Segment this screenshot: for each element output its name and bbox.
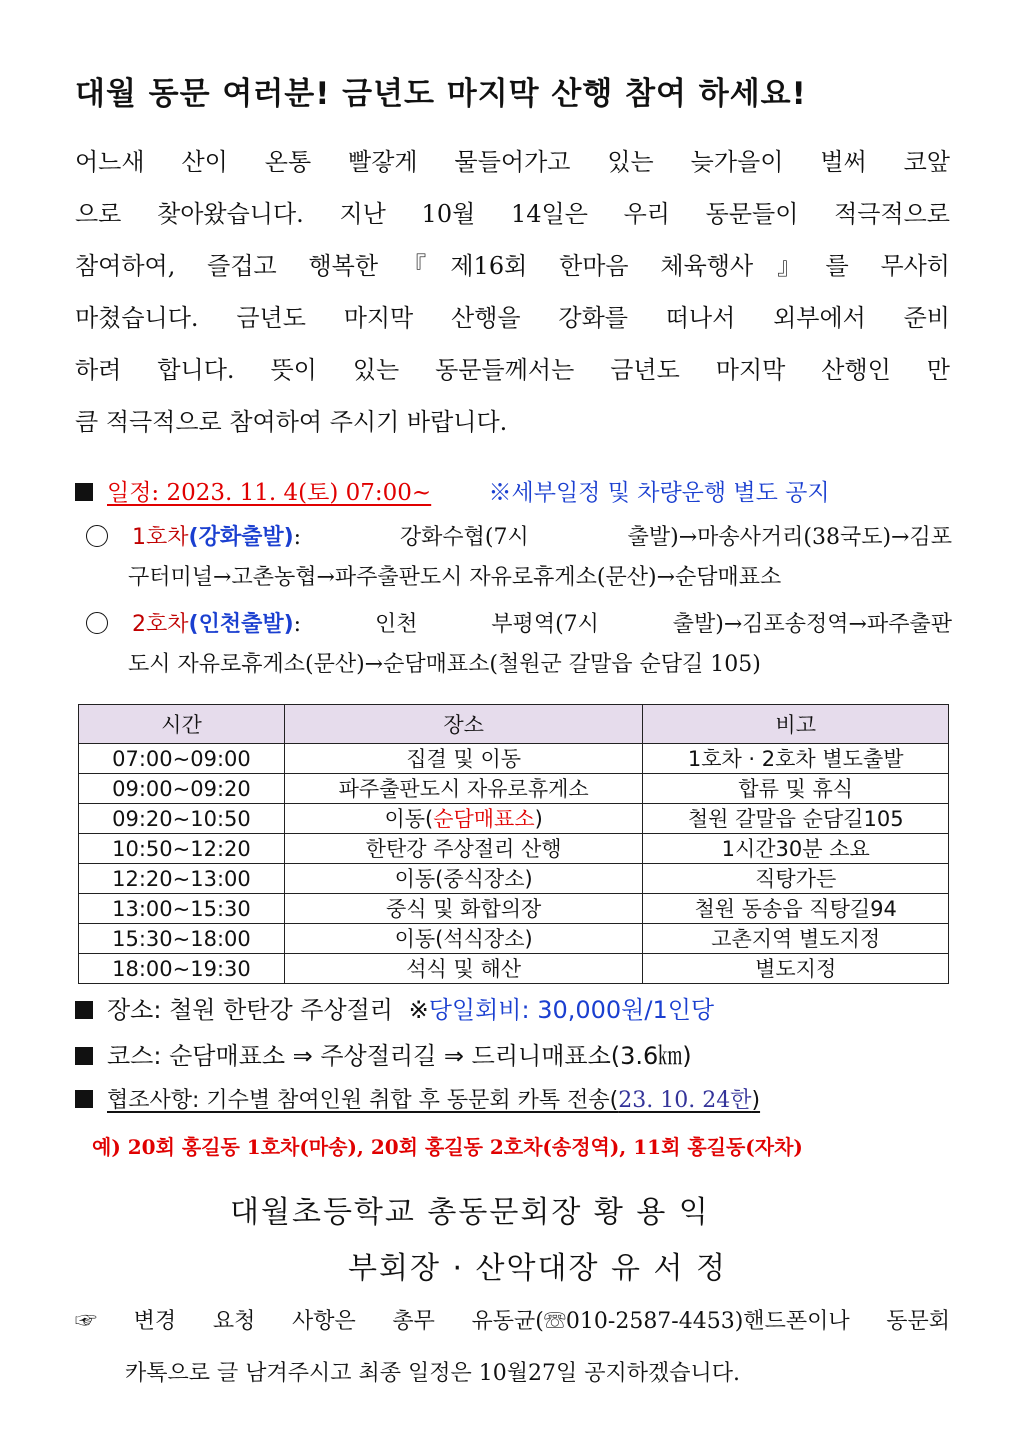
cell-place: 석식 및 해산 (284, 954, 643, 984)
cell-time: 09:20~10:50 (79, 804, 285, 834)
footer-note (75, 1296, 950, 1400)
bus1-route-text1: 강화수협(7시 출발)→마송사거리(38국도)→김포 (399, 525, 952, 550)
cooperation-text (107, 1088, 760, 1113)
place-prefix: 이동( (384, 806, 434, 831)
place-highlight: 순담매표소 (433, 806, 535, 831)
bus1-route (86, 518, 952, 598)
cell-place: 중식 및 화합의장 (284, 894, 643, 924)
schedule-table (78, 704, 949, 984)
cell-note: 철원 갈말읍 순담길105 (643, 804, 949, 834)
bus2-route (86, 605, 952, 685)
signature-vice: 부회장 · 산악대장 유 서 정 (348, 1251, 728, 1286)
footer-line1: ☞ 변경 요청 사항은 총무 유동균(☏010-2587-4453)핸드폰이나 동문회 (75, 1309, 950, 1334)
table-row (79, 774, 949, 804)
bus1-number: 1호차 (132, 525, 189, 550)
cell-note: 철원 동송읍 직탕길94 (643, 894, 949, 924)
intro-line: 으로 찾아왔습니다. 지난 10월 14일은 우리 동문들이 적극적으로 (75, 200, 950, 228)
cell-place: 파주출판도시 자유로휴게소 (284, 774, 643, 804)
cooperation-label: 협조사항: 기수별 참여인원 취합 후 동문회 카톡 전송( (107, 1088, 619, 1113)
bus1-route-line2: 구터미널→고촌농협→파주출판도시 자유로휴게소(문산)→순담매표소 (128, 565, 782, 590)
intro-line: 마쳤습니다. 금년도 마지막 산행을 강화를 떠나서 외부에서 준비 (75, 304, 950, 332)
footer-line2: 카톡으로 글 남겨주시고 최종 일정은 10월27일 공지하겠습니다. (125, 1361, 740, 1386)
cell-note: 고촌지역 별도지정 (643, 924, 949, 954)
bus2-route-text1: 인천 부평역(7시 출발)→김포송정역→파주출판 (374, 612, 952, 637)
page-title: 대월 동문 여러분! 금년도 마지막 산행 참여 하세요! (75, 76, 807, 112)
fee-mark: ※ (408, 996, 429, 1024)
square-bullet-icon (75, 1047, 93, 1065)
schedule-date: 일정: 2023. 11. 4(토) 07:00~ (107, 480, 432, 506)
cell-place (284, 804, 643, 834)
course-text: 코스: 순담매표소 ⇒ 주상절리길 ⇒ 드리니매표소(3.6㎞) (107, 1042, 692, 1070)
square-bullet-icon (75, 1090, 93, 1108)
cell-time: 18:00~19:30 (79, 954, 285, 984)
table-row (79, 924, 949, 954)
table-row (79, 954, 949, 984)
cooperation-date: 23. 10. 24한 (618, 1088, 752, 1113)
cooperation-section (75, 1083, 760, 1114)
circle-bullet-icon (86, 525, 108, 547)
table-row (79, 804, 949, 834)
schedule-notice: ※세부일정 및 차량운행 별도 공지 (488, 480, 830, 506)
table-row (79, 744, 949, 774)
intro-line: 참여하여, 즐겁고 행복한『제16회 한마음 체육행사』를 무사히 (75, 252, 950, 280)
cell-time: 15:30~18:00 (79, 924, 285, 954)
bus2-number: 2호차 (132, 612, 189, 637)
header-note: 비고 (643, 705, 949, 744)
table-row (79, 864, 949, 894)
intro-line: 큼 적극적으로 참여하여 주시기 바랍니다. (75, 408, 508, 436)
signature-president: 대월초등학교 총동문회장 황 용 익 (230, 1195, 710, 1230)
example-line: 예) 20회 홍길동 1호차(마송), 20회 홍길동 2호차(송정역), 11회 홍길동(자차) (92, 1135, 803, 1159)
cell-time: 07:00~09:00 (79, 744, 285, 774)
cell-time: 09:00~09:20 (79, 774, 285, 804)
bus2-route-line2: 도시 자유로휴게소(문산)→순담매표소(철원군 갈말읍 순담길 105) (128, 652, 761, 677)
intro-line: 어느새 산이 온통 빨갛게 물들어가고 있는 늦가을이 벌써 코앞 (75, 148, 950, 176)
course-section (75, 1036, 692, 1071)
header-time: 시간 (79, 705, 285, 744)
header-place: 장소 (284, 705, 643, 744)
cell-time: 13:00~15:30 (79, 894, 285, 924)
cell-note: 별도지정 (643, 954, 949, 984)
intro-paragraph (75, 136, 950, 448)
cell-note: 직탕가든 (643, 864, 949, 894)
cell-place: 이동(석식장소) (284, 924, 643, 954)
cell-place: 집결 및 이동 (284, 744, 643, 774)
venue-label: 장소: 철원 한탄강 주상절리 (107, 996, 393, 1024)
circle-bullet-icon (86, 612, 108, 634)
intro-line: 하려 합니다. 뜻이 있는 동문들께서는 금년도 마지막 산행인 만 (75, 356, 950, 384)
bus1-origin: (강화출발) (188, 525, 294, 550)
cell-place: 한탄강 주상절리 산행 (284, 834, 643, 864)
table-row (79, 834, 949, 864)
place-suffix: ) (534, 806, 543, 831)
cell-place: 이동(중식장소) (284, 864, 643, 894)
cell-time: 12:20~13:00 (79, 864, 285, 894)
cell-note: 1시간30분 소요 (643, 834, 949, 864)
bus2-origin: (인천출발) (188, 612, 294, 637)
square-bullet-icon (75, 1001, 93, 1019)
bus1-route-line1 (86, 518, 952, 558)
square-bullet-icon (75, 483, 93, 501)
cooperation-close: ) (751, 1088, 761, 1113)
cell-note: 합류 및 휴식 (643, 774, 949, 804)
bus2-colon: : (293, 612, 302, 637)
venue-section (75, 990, 714, 1025)
bus1-colon: : (293, 525, 302, 550)
cell-note: 1호차 · 2호차 별도출발 (643, 744, 949, 774)
schedule-section (75, 474, 830, 507)
fee-text: 당일회비: 30,000원/1인당 (428, 996, 715, 1024)
table-header-row (79, 705, 949, 744)
bus2-route-line1 (86, 605, 952, 645)
cell-time: 10:50~12:20 (79, 834, 285, 864)
table-row (79, 894, 949, 924)
